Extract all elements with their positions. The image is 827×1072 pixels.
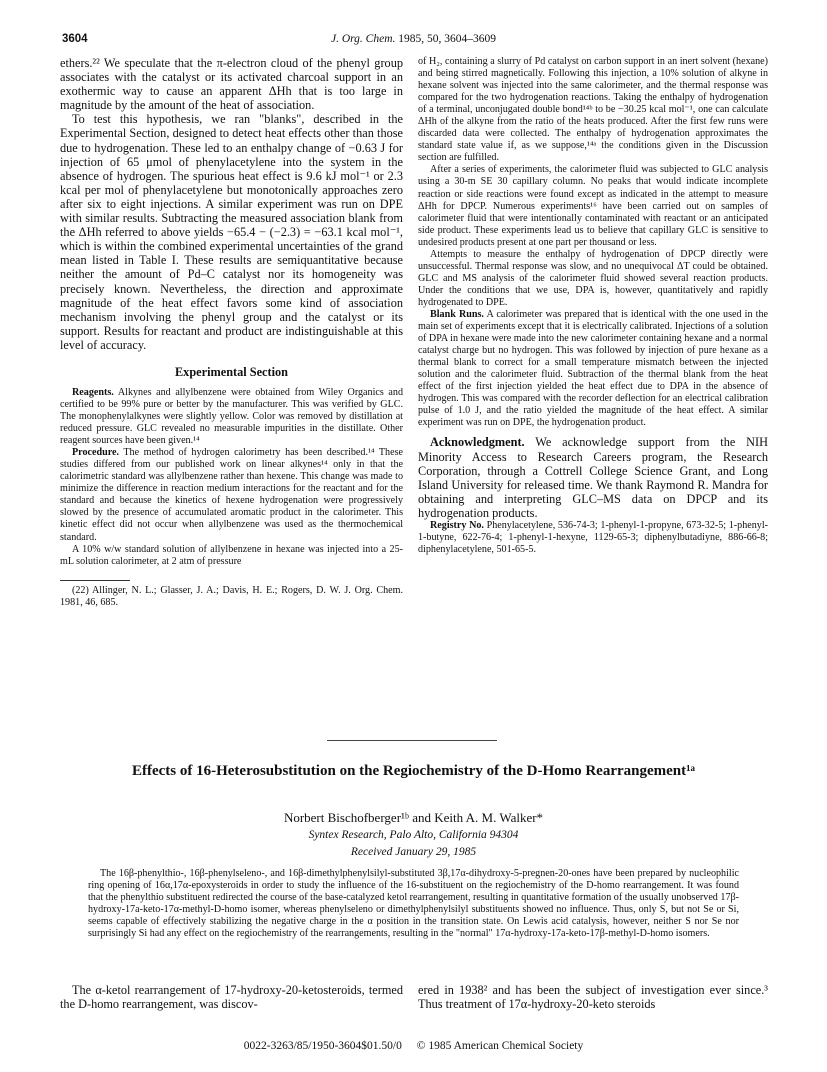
article-title: Effects of 16-Heterosubstitution on the Regiochemistry of the D-Homo Rearrangement¹ᵃ [131,763,696,779]
journal-citation [62,33,765,45]
run-in-heading: Blank Runs. [430,308,484,320]
article-body-left: The α-ketol rearrangement of 17-hydroxy-20-ketosteroids, termed the D-homo rearrangement, was discov- [60,983,403,1012]
paragraph-text: The method of hydrogen calorimetry has been described.¹⁴ These studies differed from our published work on linear alkynes¹⁴ only in that the calorimetric standard was allylbenzene rather than hexene. This change was made to minimize the difference in reaction medium interactions for the reactant and for the standard and because the kinetics of hexene hydrogenation were progressively slowed by the presence of accumulated aromatic product in the calorimeter. This kinetic effect did not occur when allylbenzene was used as the thermochemical standard. [60,447,403,543]
copyright: © 1985 American Chemical Society [416,1040,584,1052]
article-received-date: Received January 29, 1985 [350,846,477,858]
paragraph-procedure [60,447,403,543]
run-in-heading: Registry No. [430,520,484,532]
journal-name: J. Org. Chem. [330,33,396,45]
journal-volume: 1985, 50, 3604–3609 [398,33,497,45]
paragraph: A 10% w/w standard solution of allylbenzene in hexane was injected into a 25-mL solution calorimeter, at 2 atm of pressure [60,543,403,567]
article-body-right: ered in 1938² and has been the subject of investigation ever since.³ Thus treatment of 17α-hydroxy-20-keto steroids [418,983,768,1012]
paragraph-text: We acknowledge support from the NIH Minority Access to Research Careers program, the Research Corporation, through a Cottrell College Science Grant, and Long Island University for released time. We thank Raymond R. Mandra for obtaining and interpreting GLC–MS data on DPCP and its hydrogenation products. [418,435,768,520]
left-column [60,56,403,609]
acknowledgment [418,435,768,520]
paragraph-reagents [60,387,403,447]
article-code: 0022-3263/85/1950-3604$01.50/0 [243,1040,402,1052]
article-abstract: The 16β-phenylthio-, 16β-phenylseleno-, and 16β-dimethylphenylsilyl-substituted 3β,17α-dihydroxy-5-pregnen-20-ones have been prepared by nucleophilic ring opening of 16α,17α-epoxysteroids in order to study the influence of the 16-substituent on the regiochemistry of the D-homo rearrangement. It was found that the phenylthio substituent redirected the course of the base-catalyzed ketol rearrangement, resulting in quantitative formation of the usually unobserved 17β-hydroxy-17a-keto-17α-methyl-D-homo isomer, whereas phenylseleno or dimethylphenylsilyl substituents showed no influence. Thus, only S, but not Se or Si, seems capable of effectively stabilizing the negative charge in the α position in the transition state. On Lewis acid catalysis, however, neither S nor Se nor surprisingly Si had any effect on the regiochemistry of the rearrangements, resulting in the "normal" 17α-hydroxy-17a-keto-17β-methyl-D-homo isomers. [88,868,739,940]
paragraph: To test this hypothesis, we ran "blanks", described in the Experimental Section, designed to detect heat effects other than those due to hydrogenation. These led to an enthalpy change of −0.63 J for injection of 65 μmol of phenylacetylene into the system in the absence of hydrogen. The spurious heat effect is 9.6 kJ mol⁻¹ or 2.3 kcal per mol of phenylacetylene but monotonically approaches zero after six to eight injections. A similar experiment was run on DPE with similar results. Subtracting the measured association blank from the ΔHh referred to above yields −65.4 − (−2.3) = −63.1 kcal mol⁻¹, which is within the combined experimental uncertainties of the grand mean listed in Table I. These results are semiquantitative because neither the amount of Pd–C catalyst nor its homogeneity was precisely known. Nevertheless, the direction and approximate magnitude of the heat effect favors some kind of association mechanism involving the phenyl group and the catalyst or its support. Results for reactant and product are indistinguishable at this level of accuracy. [60,112,403,352]
run-in-heading: Acknowledgment. [430,435,525,450]
paragraph: After a series of experiments, the calorimeter fluid was subjected to GLC analysis using a 30-m SE 30 capillary column. No peaks that would indicate incomplete reaction or side reactions were found except as indicated in the attempt to measure ΔHh for DPCP. Numerous experiments¹⁶ have been carried out on samples of calorimeter fluid that were intentionally contaminated with reactant or an anticipated side product. These experiments lead us to believe that capillary GLC is sensitive to undesired products present at one part per thousand or less. [418,164,768,248]
paragraph: of H₂, containing a slurry of Pd catalyst on carbon support in an inert solvent (hexane) and being stirred magnetically. Following this injection, a 10% solution of alkyne in hexane solvent was injected into the same calorimeter, and the thermal response was compared for the two hydrogenation reactions. Taking the enthalpy of hydrogenation of a terminal, unconjugated double bond¹⁴ᵇ to be −30.25 kcal mol⁻¹, one can calculate ΔHh of the alkyne from the ratio of the heats produced. After the first few runs were discarded data were collected. The enthalpy of hydrogenation approximates the standard state value if, as we suppose,¹⁴ᵃ the conditions given in the Discussion section are fulfilled. [418,56,768,164]
running-header [62,33,765,51]
registry-numbers [418,520,768,556]
footnote-rule [60,580,130,581]
paragraph-text: Phenylacetylene, 536-74-3; 1-phenyl-1-propyne, 673-32-5; 1-phenyl-1-butyne, 622-76-4; 1-phenyl-1-hexyne, 1129-65-3; diphenylbutadiyne, 886-66-8; diphenylacetylene, 501-65-5. [418,520,768,556]
footnote: (22) Allinger, N. L.; Glasser, J. A.; Davis, H. E.; Rogers, D. W. J. Org. Chem. 1981, 46, 685. [60,584,403,608]
article-divider [327,740,497,741]
article-authors: Norbert Bischofberger¹ᵇ and Keith A. M. Walker* [283,810,544,825]
paragraph: Attempts to measure the enthalpy of hydrogenation of DPCP directly were unsuccessful. Thermal response was slow, and no unequivocal ΔT could be obtained. GLC and MS analysis of the calorimeter fluid showed several reaction products. Under the conditions that we use, DPA is, however, quantitatively and rapidly hydrogenated to DPE. [418,248,768,308]
paragraph-text: A calorimeter was prepared that is identical with the one used in the main set of experiments except that it is electrically calibrated. Injections of a solution of DPA in hexane were made into the new calorimeter containing hexane and a normal catalyst charge but no hydrogen. This was followed by injection of pure hexane as a thermal blank to correct for a small temperature mismatch between the injected solution and the calorimeter fluid. Subtraction of the thermal blank from the heat effect of the first injection yielded the heat effect due to DPA in the absence of hydrogen. This was compared with the recorder deflection for an electrical calibration pulse of 1.0 J, and the ratio yielded the magnitude of the heat effect. A similar experiment was run on DPE, the hydrogenation product. [418,308,768,429]
article-affiliation: Syntex Research, Palo Alto, California 94304 [308,829,519,841]
right-column [418,56,768,556]
paragraph-blank-runs [418,309,768,429]
paragraph: ethers.²² We speculate that the π-electron cloud of the phenyl group associates with the catalyst or its activated charcoal support in an exothermic way to cause an apparent ΔHh that is too large in magnitude by the amount of the heat of association. [60,56,403,113]
section-heading: Experimental Section [174,364,289,379]
run-in-heading: Reagents. [72,386,114,398]
paragraph-text: Alkynes and allylbenzene were obtained from Wiley Organics and certified to be 99% pure or better by the manufacturer. This was verified by GLC. The monophenylalkynes were slightly yellow. Color was removed by distillation at reduced pressure. GLC revealed no measurable impurities in the distillate. Other reagent sources have been given.¹⁴ [60,386,403,447]
run-in-heading: Procedure. [72,447,119,459]
page-number: 3604 [62,33,88,45]
page-footer [0,1040,827,1052]
